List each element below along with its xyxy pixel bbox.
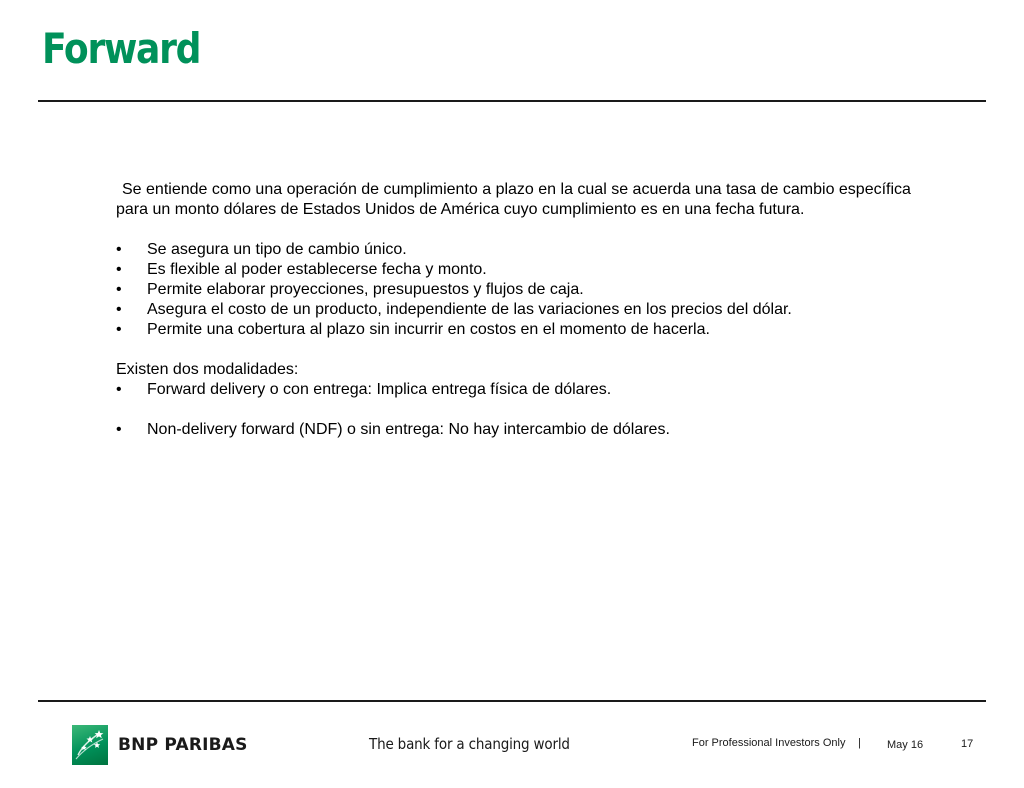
list-item-text: Forward delivery o con entrega: Implica entrega física de dólares. bbox=[147, 381, 612, 398]
bnp-paribas-stars-logo-icon bbox=[72, 725, 108, 765]
bullet-icon: • bbox=[116, 281, 122, 298]
page-title: Forward bbox=[42, 24, 201, 73]
bullet-icon: • bbox=[116, 321, 122, 338]
disclaimer: For Professional Investors Only bbox=[692, 737, 846, 749]
list-item bbox=[116, 420, 936, 440]
bullet-icon: • bbox=[116, 301, 122, 318]
bullet-icon: • bbox=[116, 421, 122, 438]
list-item-text: Permite elaborar proyecciones, presupuestos y flujos de caja. bbox=[147, 281, 584, 298]
header-divider bbox=[38, 100, 986, 102]
modalities-list-2 bbox=[116, 420, 936, 440]
list-item-text: Se asegura un tipo de cambio único. bbox=[147, 241, 407, 258]
footer-separator: | bbox=[858, 737, 861, 749]
list-item bbox=[116, 280, 936, 300]
list-item-text: Es flexible al poder establecerse fecha y monto. bbox=[147, 261, 487, 278]
spacer bbox=[116, 400, 936, 420]
bullet-icon: • bbox=[116, 241, 122, 258]
brand-name: BNP PARIBAS bbox=[118, 735, 248, 755]
page-number: 17 bbox=[961, 738, 974, 750]
list-item-text: Asegura el costo de un producto, independiente de las variaciones en los precios del dólar. bbox=[147, 301, 792, 318]
benefits-list bbox=[116, 240, 936, 340]
spacer bbox=[116, 220, 936, 240]
modalities-heading: Existen dos modalidades: bbox=[116, 361, 299, 378]
spacer bbox=[116, 340, 936, 360]
modalities-list bbox=[116, 380, 936, 400]
list-item bbox=[116, 300, 936, 320]
footer bbox=[0, 700, 1024, 788]
slide-body bbox=[116, 180, 936, 440]
list-item-text: Non-delivery forward (NDF) o sin entrega: No hay intercambio de dólares. bbox=[147, 421, 670, 438]
list-item bbox=[116, 380, 936, 400]
intro-paragraph: Se entiende como una operación de cumplimiento a plazo en la cual se acuerda una tasa de cambio específica para un monto dólares de Estados Unidos de América cuyo cumplimiento es en una fecha futura. bbox=[116, 181, 911, 218]
list-item bbox=[116, 320, 936, 340]
tagline: The bank for a changing world bbox=[369, 735, 570, 753]
list-item-text: Permite una cobertura al plazo sin incurrir en costos en el momento de hacerla. bbox=[147, 321, 710, 338]
bullet-icon: • bbox=[116, 381, 122, 398]
list-item bbox=[116, 240, 936, 260]
bullet-icon: • bbox=[116, 261, 122, 278]
list-item bbox=[116, 260, 936, 280]
date: May 16 bbox=[887, 739, 924, 751]
